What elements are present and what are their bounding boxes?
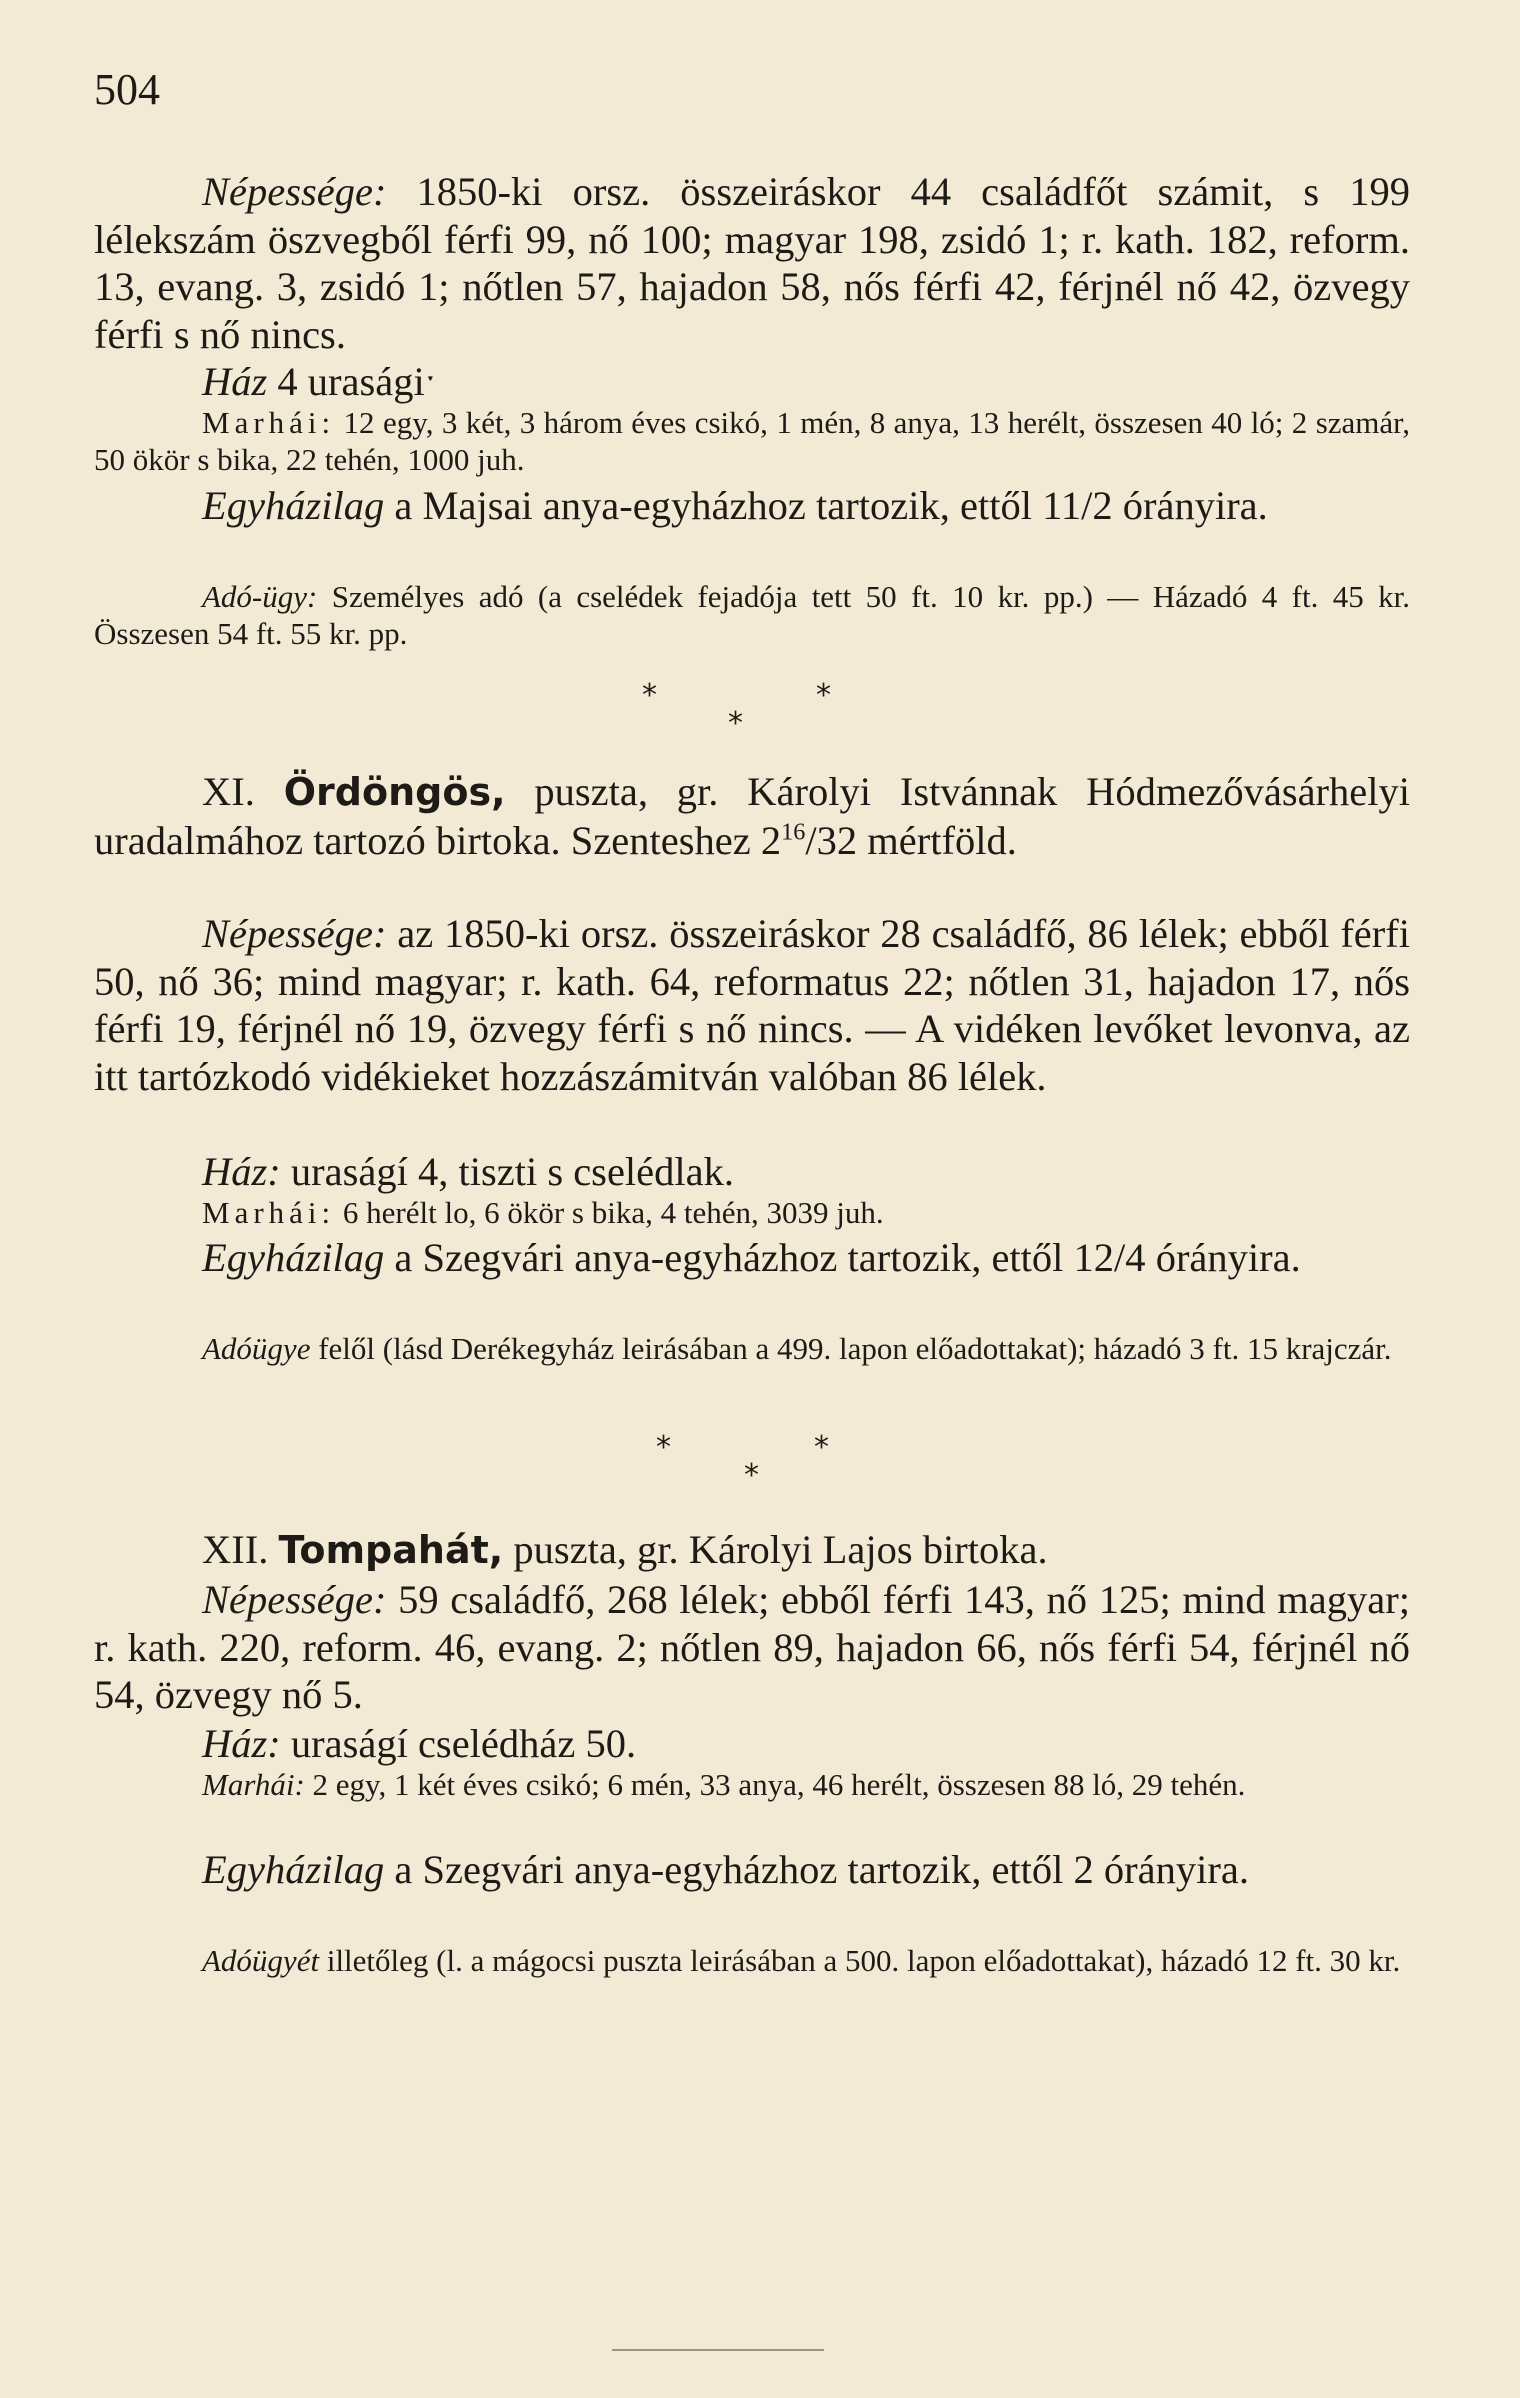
haz-text: uraságí cselédház 50. [290, 1721, 637, 1766]
ado-label: Adó-ügy: [202, 579, 318, 614]
distance-unit: mértföld. [867, 817, 1017, 863]
section-divider-stars [94, 656, 1410, 768]
footer-rule [612, 2349, 824, 2351]
ado-text: felől (lásd Derékegyház leirásában a 499. lapon előadottakat); házadó 3 ft. 15 krajczár. [318, 1331, 1392, 1366]
star-right: * [814, 1430, 829, 1465]
nepessege-text: 59 családfő, 268 lélek; ebből férfi 143, nő 125; mind magyar; r. kath. 220, reform. 46, evang. 2; nőtlen 89, hajadon 66, nős férfi 54, férjnél nő 54, özvegy nő 5. [94, 1577, 1410, 1717]
place-name: Ördöngös, [283, 770, 506, 814]
haz-label: Ház: [202, 1721, 281, 1766]
egyhaz-label: Egyházilag [202, 1847, 385, 1892]
haz-text: 4 uraságiˑ [277, 359, 436, 404]
place-name: Tompahát, [278, 1528, 504, 1572]
marhai-label: Marhái: [202, 1767, 305, 1802]
haz-label: Ház: [202, 1149, 281, 1194]
heading-paragraph-xi [94, 768, 1410, 910]
star-bottom: * [744, 1458, 759, 1493]
marhai-text: 6 herélt lo, 6 ökör s bika, 4 tehén, 3039 juh. [342, 1195, 884, 1230]
nepessege-paragraph-x [94, 168, 1410, 358]
ado-paragraph-xi [94, 1330, 1410, 1408]
egyhaz-tail: órányira. [1155, 1235, 1301, 1280]
haz-line-xi [94, 1148, 1410, 1194]
ado-paragraph-x [94, 578, 1410, 656]
place-intro: puszta, gr. Károlyi Istvánnak Hódmezővásárhelyi uradalmához tartozó birtoka. Szenteshez [94, 769, 1411, 863]
egyhaz-label: Egyházilag [202, 483, 385, 528]
page-number: 504 [94, 65, 160, 114]
distance-denominator: /32 [805, 817, 858, 863]
star-right: * [816, 678, 831, 713]
place-intro: puszta, gr. Károlyi Lajos birtoka. [513, 1527, 1048, 1572]
section-numeral: XI. [202, 769, 255, 814]
nepessege-text: 1850-ki orsz. összeiráskor 44 családfőt számit, s 199 lélekszám öszvegből férfi 99, nő 100; magyar 198, zsidó 1; r. kath. 182, reform. 13, evang. 3, zsidó 1; nőtlen 57, hajadon 58, nős férfi 42, férjnél nő 42, özvegy férfi s nő nincs. [94, 169, 1410, 357]
distance-whole: 2 [760, 817, 782, 863]
egyhaz-text: a Szegvári anya-egyházhoz tartozik, ettől [394, 1235, 1064, 1280]
nepessege-text: az 1850-ki orsz. összeiráskor 28 családfő, 86 lélek; ebből férfi 50, nő 36; mind magyar; r. kath. 64, reformatus 22; nőtlen 31, hajadon 17, nős férfi 19, férjnél nő 19, özvegy férfi s nő nincs. — A vidéken levőket levonva, az itt tartózkodó vidékieket hozzászámitván valóban 86 lélek. [94, 911, 1411, 1099]
egyhaz-distance-whole: 1 [1042, 483, 1061, 528]
ado-label: Adóügyét [202, 1943, 320, 1978]
section-divider-stars [94, 1408, 1410, 1526]
star-left: * [642, 678, 657, 713]
nepessege-paragraph-xii [94, 1576, 1410, 1720]
marhai-text: 12 egy, 3 két, 3 három éves csikó, 1 mén, 8 anya, 13 herélt, összesen 40 ló; 2 szamár, 50 ökör s bika, 22 tehén, 1000 juh. [94, 405, 1410, 477]
section-numeral: XII. [202, 1527, 269, 1572]
marhai-paragraph-x [94, 404, 1410, 482]
marhai-line-xi [94, 1194, 1410, 1234]
egyhaz-tail: órányira. [1122, 483, 1268, 528]
egyhaz-paragraph-xi [94, 1234, 1410, 1330]
egyhaz-text: a Szegvári anya-egyházhoz tartozik, ettől 2 órányira. [394, 1847, 1249, 1892]
haz-line-x [94, 358, 1410, 404]
ado-text: illetőleg (l. a mágocsi puszta leirásában a 500. lapon előadottakat), házadó 12 ft. 30 kr. [326, 1943, 1401, 1978]
marhai-paragraph-xii [94, 1766, 1410, 1846]
haz-line-xii [94, 1720, 1410, 1766]
nepessege-paragraph-xi [94, 910, 1410, 1148]
egyhaz-paragraph-xii [94, 1846, 1410, 1942]
egyhaz-paragraph-x [94, 482, 1410, 578]
egyhaz-label: Egyházilag [202, 1235, 385, 1280]
marhai-label: Marhái: [202, 405, 336, 440]
nepessege-label: Népessége: [202, 1577, 387, 1622]
nepessege-label: Népessége: [202, 911, 387, 956]
egyhaz-distance-whole: 1 [1073, 1235, 1094, 1280]
heading-line-xii [94, 1526, 1410, 1576]
nepessege-label: Népessége: [202, 169, 387, 214]
egyhaz-distance-fraction: 1/2 [1060, 483, 1113, 528]
ado-paragraph-xii [94, 1942, 1410, 2020]
haz-text: uraságí 4, tiszti s cselédlak. [290, 1149, 735, 1194]
distance-numerator: 16 [781, 818, 806, 845]
star-left: * [656, 1430, 671, 1465]
page-body [94, 168, 1410, 2020]
haz-label: Ház [202, 359, 268, 404]
ado-text: Személyes adó (a cselédek fejadója tett 50 ft. 10 kr. pp.) — Házadó 4 ft. 45 kr. Összesen 54 ft. 55 kr. pp. [94, 579, 1411, 651]
star-bottom: * [728, 706, 743, 741]
egyhaz-text: a Majsai anya-egyházhoz tartozik, ettől [394, 483, 1032, 528]
ado-label: Adóügye [202, 1331, 311, 1366]
egyhaz-distance-fraction: 2/4 [1093, 1235, 1146, 1280]
marhai-label: Marhái: [202, 1195, 336, 1230]
marhai-text: 2 egy, 1 két éves csikó; 6 mén, 33 anya, 46 herélt, összesen 88 ló, 29 tehén. [312, 1767, 1246, 1802]
